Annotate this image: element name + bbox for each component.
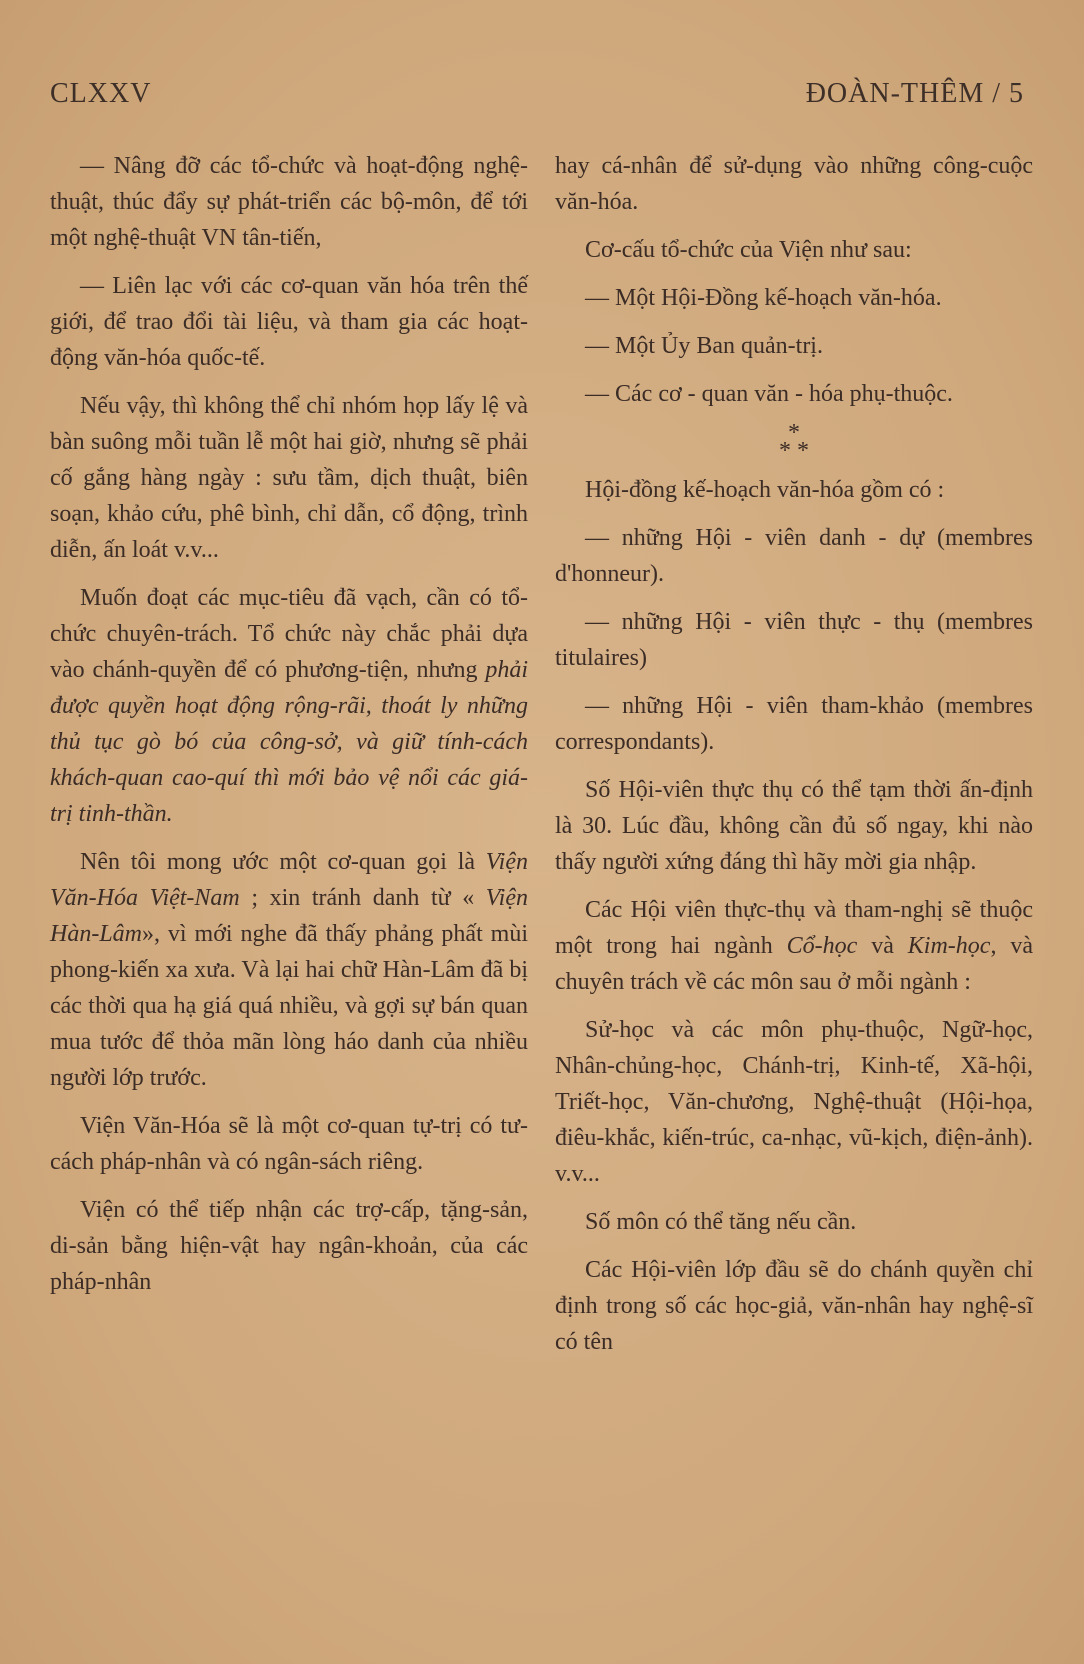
left-column — [50, 148, 528, 1312]
paragraph: Sử-học và các môn phụ-thuộc, Ngữ-học, Nhân-chủng-học, Chánh-trị, Kinh-tế, Xã-hội, Triết-học, Văn-chương, Nghệ-thuật (Hội-họa, điêu-khắc, kiến-trúc, ca-nhạc, vũ-kịch, điện-ảnh). v.v... — [555, 1017, 1033, 1187]
paragraph — [50, 580, 528, 832]
paragraph-text: , và chuyên trách về các môn sau ở mỗi ngành : — [555, 933, 1034, 995]
paragraph: Nếu vậy, thì không thể chỉ nhóm họp lấy lệ và bàn suông mỗi tuần lễ một hai giờ, nhưng sẽ phải cố gắng hàng ngày : sưu tầm, dịch thuật, biên soạn, khảo cứu, phê bình, chỉ dẫn, cổ động, trình diễn, ấn loát v.v... — [50, 393, 528, 563]
paragraph: Viện Văn-Hóa sẽ là một cơ-quan tự-trị có tư-cách pháp-nhân và có ngân-sách riêng. — [50, 1113, 528, 1175]
paragraph — [50, 844, 528, 1096]
italic-text: Kim-học — [907, 933, 991, 959]
paragraph — [555, 892, 1033, 1000]
paragraph: — những Hội - viên tham-khảo (membres correspondants). — [555, 693, 1033, 755]
paragraph: — Nâng đỡ các tổ-chức và hoạt-động nghệ-thuật, thúc đẩy sự phát-triển các bộ-môn, để tới một nghệ-thuật VN tân-tiến, — [50, 153, 528, 251]
paragraph: — Một Ủy Ban quản-trị. — [585, 333, 823, 359]
paragraph: Viện có thể tiếp nhận các trợ-cấp, tặng-sản, di-sản bằng hiện-vật hay ngân-khoản, của các pháp-nhân — [50, 1197, 528, 1295]
paragraph: — Một Hội-Đồng kế-hoạch văn-hóa. — [585, 285, 942, 311]
paragraph-text: », vì mới nghe đã thấy phảng phất mùi phong-kiến xa xưa. Và lại hai chữ Hàn-Lâm đã bị các thời qua hạ giá quá nhiều, và gợi sự bán quan mua tước để thỏa mãn lòng háo danh của nhiều người lớp trước. — [50, 921, 528, 1091]
paragraph: — những Hội - viên danh - dự (membres d'honneur). — [555, 525, 1033, 587]
paragraph: Số Hội-viên thực thụ có thể tạm thời ấn-định là 30. Lúc đầu, không cần đủ số ngay, khi nào thấy người xứng đáng thì hãy mời gia nhập. — [555, 777, 1033, 875]
paragraph: Các Hội-viên lớp đầu sẽ do chánh quyền chỉ định trong số các học-giả, văn-nhân hay nghệ-sĩ có tên — [555, 1257, 1033, 1355]
paragraph: — Các cơ - quan văn - hóa phụ-thuộc. — [585, 381, 953, 407]
section-separator: * * * — [779, 420, 809, 464]
page-header-left: CLXXV — [50, 78, 152, 109]
paragraph: Số môn có thể tăng nếu cần. — [585, 1209, 857, 1235]
paragraph-text: Nên tôi mong ước một cơ-quan gọi là — [80, 849, 486, 875]
paragraph: — Liên lạc với các cơ-quan văn hóa trên thế giới, để trao đổi tài liệu, và tham gia các hoạt-động văn-hóa quốc-tế. — [50, 273, 528, 371]
paragraph: hay cá-nhân để sử-dụng vào những công-cuộc văn-hóa. — [555, 153, 1033, 215]
paragraph-text: Muốn đoạt các mục-tiêu đã vạch, cần có tổ-chức chuyên-trách. Tổ chức này chắc phải dựa vào chánh-quyền để có phương-tiện, nhưng — [50, 585, 528, 683]
italic-text: Viện Văn-Hóa Việt-Nam — [50, 849, 528, 911]
paragraph-text: Các Hội viên thực-thụ và tham-nghị sẽ thuộc một trong hai ngành — [555, 897, 1033, 959]
italic-text: Viện Hàn-Lâm — [50, 885, 528, 947]
right-column — [555, 148, 1033, 1372]
italic-text: Cổ-học — [786, 933, 858, 959]
paragraph: — những Hội - viên thực - thụ (membres titulaires) — [555, 609, 1033, 671]
italic-text: phải được quyền hoạt động rộng-rãi, thoát ly những thủ tục gò bó của công-sở, và giữ tính-cách khách-quan cao-quí thì mới bảo vệ nổi các giá-trị tinh-thần. — [50, 657, 528, 827]
paragraph-text: ; xin tránh danh từ « — [239, 885, 486, 911]
page-header-right: ĐOÀN-THÊM / 5 — [805, 78, 1024, 109]
paragraph-text: và — [857, 933, 908, 959]
paragraph: Hội-đồng kế-hoạch văn-hóa gồm có : — [585, 477, 945, 503]
paragraph: Cơ-cấu tổ-chức của Viện như sau: — [585, 237, 912, 263]
